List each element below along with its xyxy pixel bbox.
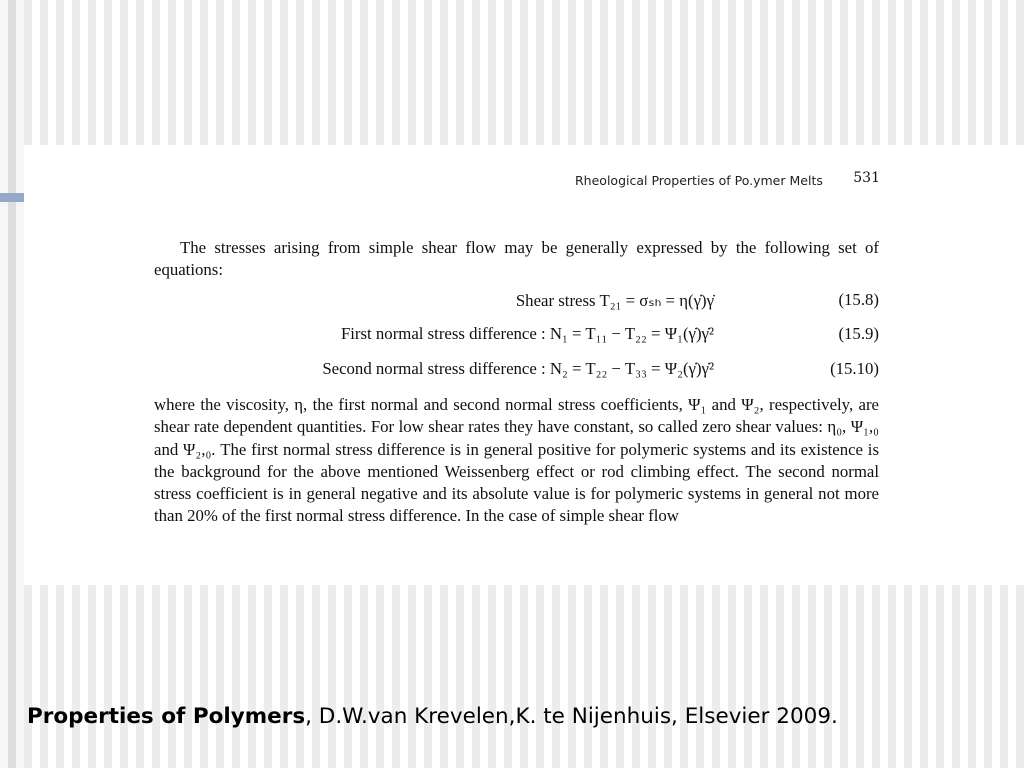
intro-paragraph: The stresses arising from simple shear flow may be generally expressed by the following set of equations: xyxy=(154,238,879,280)
equation-number: (15.10) xyxy=(830,359,879,378)
caption-authors: , D.W.van Krevelen,K. te Nijenhuis, Elsevier 2009. xyxy=(305,704,838,729)
source-caption xyxy=(27,704,1017,729)
equation-shear-stress xyxy=(154,290,879,314)
page-number: 531 xyxy=(853,170,880,186)
left-stripe-panel xyxy=(0,0,24,768)
equation-label: Shear stress T₂₁ = σₛₕ = η(γ̇)γ̇ xyxy=(515,291,714,310)
equation-first-normal-stress xyxy=(154,324,879,348)
running-head: Rheological Properties of Po.ymer Melts xyxy=(575,173,823,188)
equation-label: Second normal stress difference : N₂ = T₂₂ − T₃₃ = Ψ₂(γ̇)γ̇² xyxy=(322,359,714,378)
equation-number: (15.8) xyxy=(838,290,879,309)
caption-title: Properties of Polymers xyxy=(27,704,306,729)
equation-second-normal-stress xyxy=(154,359,879,383)
equation-number: (15.9) xyxy=(838,324,879,343)
body-paragraph: where the viscosity, η, the first normal and second normal stress coefficients, Ψ₁ and Ψ₂, respectively, are shear rate dependent quantities. For low shear rates they have constant, so called zero shear values: η₀, Ψ₁,₀ and Ψ₂,₀. The first normal stress difference is in general positive for polymeric systems and its existence is the background for the above mentioned Weissenberg effect or rod climbing effect. The second normal stress coefficient is in general negative and its absolute value is for polymeric systems in general not more than 20% of the first normal stress difference. In the case of simple shear flow xyxy=(154,395,879,526)
equation-label: First normal stress difference : N₁ = T₁₁ − T₂₂ = Ψ₁(γ̇)γ̇² xyxy=(340,324,714,343)
accent-bar xyxy=(0,193,24,202)
